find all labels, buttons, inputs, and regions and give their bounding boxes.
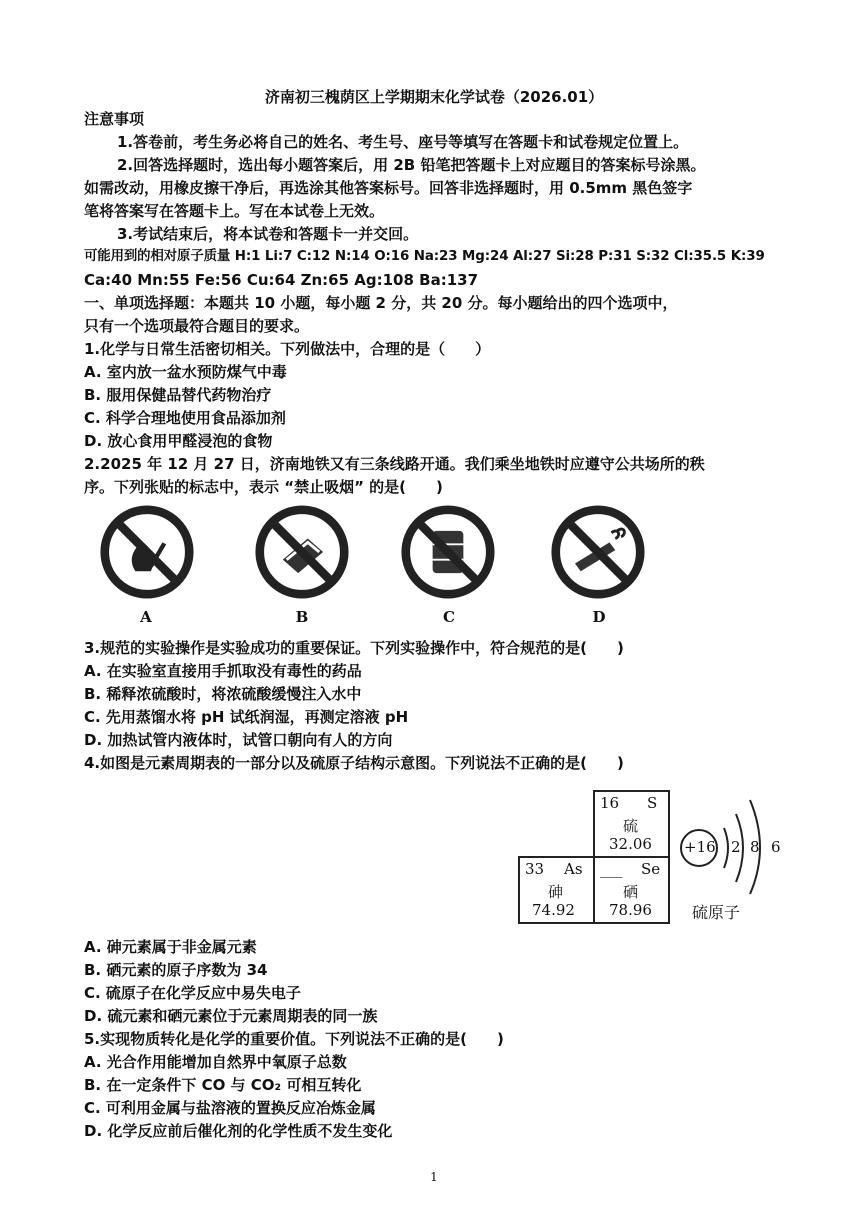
question-stem: 序。下列张贴的标志中，表示 “禁止吸烟” 的是( ) bbox=[84, 478, 443, 496]
page-title: 济南初三槐荫区上学期期末化学试卷（2026.01） bbox=[264, 88, 604, 106]
notice-heading: 注意事项 bbox=[84, 110, 145, 128]
element-name: 砷 bbox=[548, 883, 564, 901]
shell-electrons: 6 bbox=[771, 838, 781, 856]
element-cell-sulfur bbox=[593, 790, 670, 858]
option: A. 室内放一盆水预防煤气中毒 bbox=[84, 363, 287, 381]
atomic-mass-line: 可能用到的相对原子质量 H:1 Li:7 C:12 N:14 O:16 Na:23 Mg:24 Al:27 Si:28 P:31 S:32 Cl:35.5 K:39 bbox=[84, 249, 765, 264]
option: D. 硫元素和硒元素位于元素周期表的同一族 bbox=[84, 1007, 378, 1025]
option: B. 稀释浓硫酸时，将浓硫酸缓慢注入水中 bbox=[84, 685, 362, 703]
question-stem: 1.化学与日常生活密切相关。下列做法中，合理的是（ ） bbox=[84, 340, 491, 358]
element-name: 硫 bbox=[623, 817, 639, 835]
element-symbol: S bbox=[647, 794, 658, 812]
atomic-number: 16 bbox=[600, 794, 620, 812]
element-symbol: As bbox=[564, 860, 583, 878]
option-label: B bbox=[295, 608, 309, 626]
element-cell-selenium bbox=[593, 856, 670, 924]
option: A. 光合作用能增加自然界中氧原子总数 bbox=[84, 1053, 347, 1071]
no-fire-icon bbox=[99, 504, 195, 600]
option-label: C bbox=[443, 608, 455, 626]
question-stem: 3.规范的实验操作是实验成功的重要保证。下列实验操作中，符合规范的是( ) bbox=[84, 639, 624, 657]
element-cell-arsenic bbox=[518, 856, 595, 924]
sulfur-atom-diagram bbox=[676, 778, 788, 896]
section-heading: 一、单项选择题：本题共 10 小题，每小题 2 分，共 20 分。每小题给出的四个选项中， bbox=[84, 294, 678, 312]
option: A. 在实验室直接用手抓取没有毒性的药品 bbox=[84, 662, 362, 680]
option: C. 硫原子在化学反应中易失电子 bbox=[84, 984, 301, 1002]
notice-item: 2.回答选择题时，选出每小题答案后，用 2B 铅笔把答题卡上对应题目的答案标号涂黑。 bbox=[117, 156, 706, 174]
option: D. 化学反应前后催化剂的化学性质不发生变化 bbox=[84, 1122, 393, 1140]
no-matches-icon bbox=[254, 504, 350, 600]
atomic-mass: 32.06 bbox=[609, 835, 652, 853]
section-heading: 只有一个选项最符合题目的要求。 bbox=[84, 317, 310, 335]
element-name: 硒 bbox=[623, 883, 639, 901]
option: B. 在一定条件下 CO 与 CO₂ 可相互转化 bbox=[84, 1076, 362, 1094]
atomic-mass: 74.92 bbox=[532, 901, 575, 919]
atomic-number: 33 bbox=[525, 860, 545, 878]
notice-item: 如需改动，用橡皮擦干净后，再选涂其他答案标号。回答非选择题时，用 0.5mm 黑色签字 bbox=[84, 179, 693, 197]
option: C. 可利用金属与盐溶液的置换反应冶炼金属 bbox=[84, 1099, 376, 1117]
option-label: D bbox=[592, 608, 606, 626]
atomic-number-blank: ___ bbox=[600, 860, 623, 878]
option: D. 加热试管内液体时，试管口朝向有人的方向 bbox=[84, 731, 393, 749]
option: B. 服用保健品替代药物治疗 bbox=[84, 386, 272, 404]
nucleus-charge: +16 bbox=[684, 838, 716, 856]
no-smoking-icon bbox=[550, 504, 646, 600]
element-symbol: Se bbox=[641, 860, 661, 878]
option: B. 硒元素的原子序数为 34 bbox=[84, 961, 268, 979]
option: C. 科学合理地使用食品添加剂 bbox=[84, 409, 286, 427]
atomic-mass-line: Ca:40 Mn:55 Fe:56 Cu:64 Zn:65 Ag:108 Ba:137 bbox=[84, 271, 479, 289]
shell-electrons: 2 bbox=[731, 838, 741, 856]
notice-item: 1.答卷前，考生务必将自己的姓名、考生号、座号等填写在答题卡和试卷规定位置上。 bbox=[117, 133, 689, 151]
option: A. 砷元素属于非金属元素 bbox=[84, 938, 257, 956]
atom-caption: 硫原子 bbox=[692, 903, 741, 922]
page-number: 1 bbox=[430, 1170, 438, 1184]
question-stem: 2.2025 年 12 月 27 日，济南地铁又有三条线路开通。我们乘坐地铁时应遵守公共场所的秩 bbox=[84, 455, 705, 473]
shell-electrons: 8 bbox=[750, 838, 760, 856]
no-flammable-barrel-icon bbox=[400, 504, 496, 600]
question-stem: 4.如图是元素周期表的一部分以及硫原子结构示意图。下列说法不正确的是( ) bbox=[84, 754, 624, 772]
option: D. 放心食用甲醛浸泡的食物 bbox=[84, 432, 273, 450]
atomic-mass: 78.96 bbox=[609, 901, 652, 919]
option: C. 先用蒸馏水将 pH 试纸润湿，再测定溶液 pH bbox=[84, 708, 409, 726]
notice-item: 笔将答案写在答题卡上。写在本试卷上无效。 bbox=[84, 202, 385, 220]
notice-item: 3.考试结束后，将本试卷和答题卡一并交回。 bbox=[117, 225, 419, 243]
option-label: A bbox=[140, 608, 152, 626]
question-stem: 5.实现物质转化是化学的重要价值。下列说法不正确的是( ) bbox=[84, 1030, 504, 1048]
